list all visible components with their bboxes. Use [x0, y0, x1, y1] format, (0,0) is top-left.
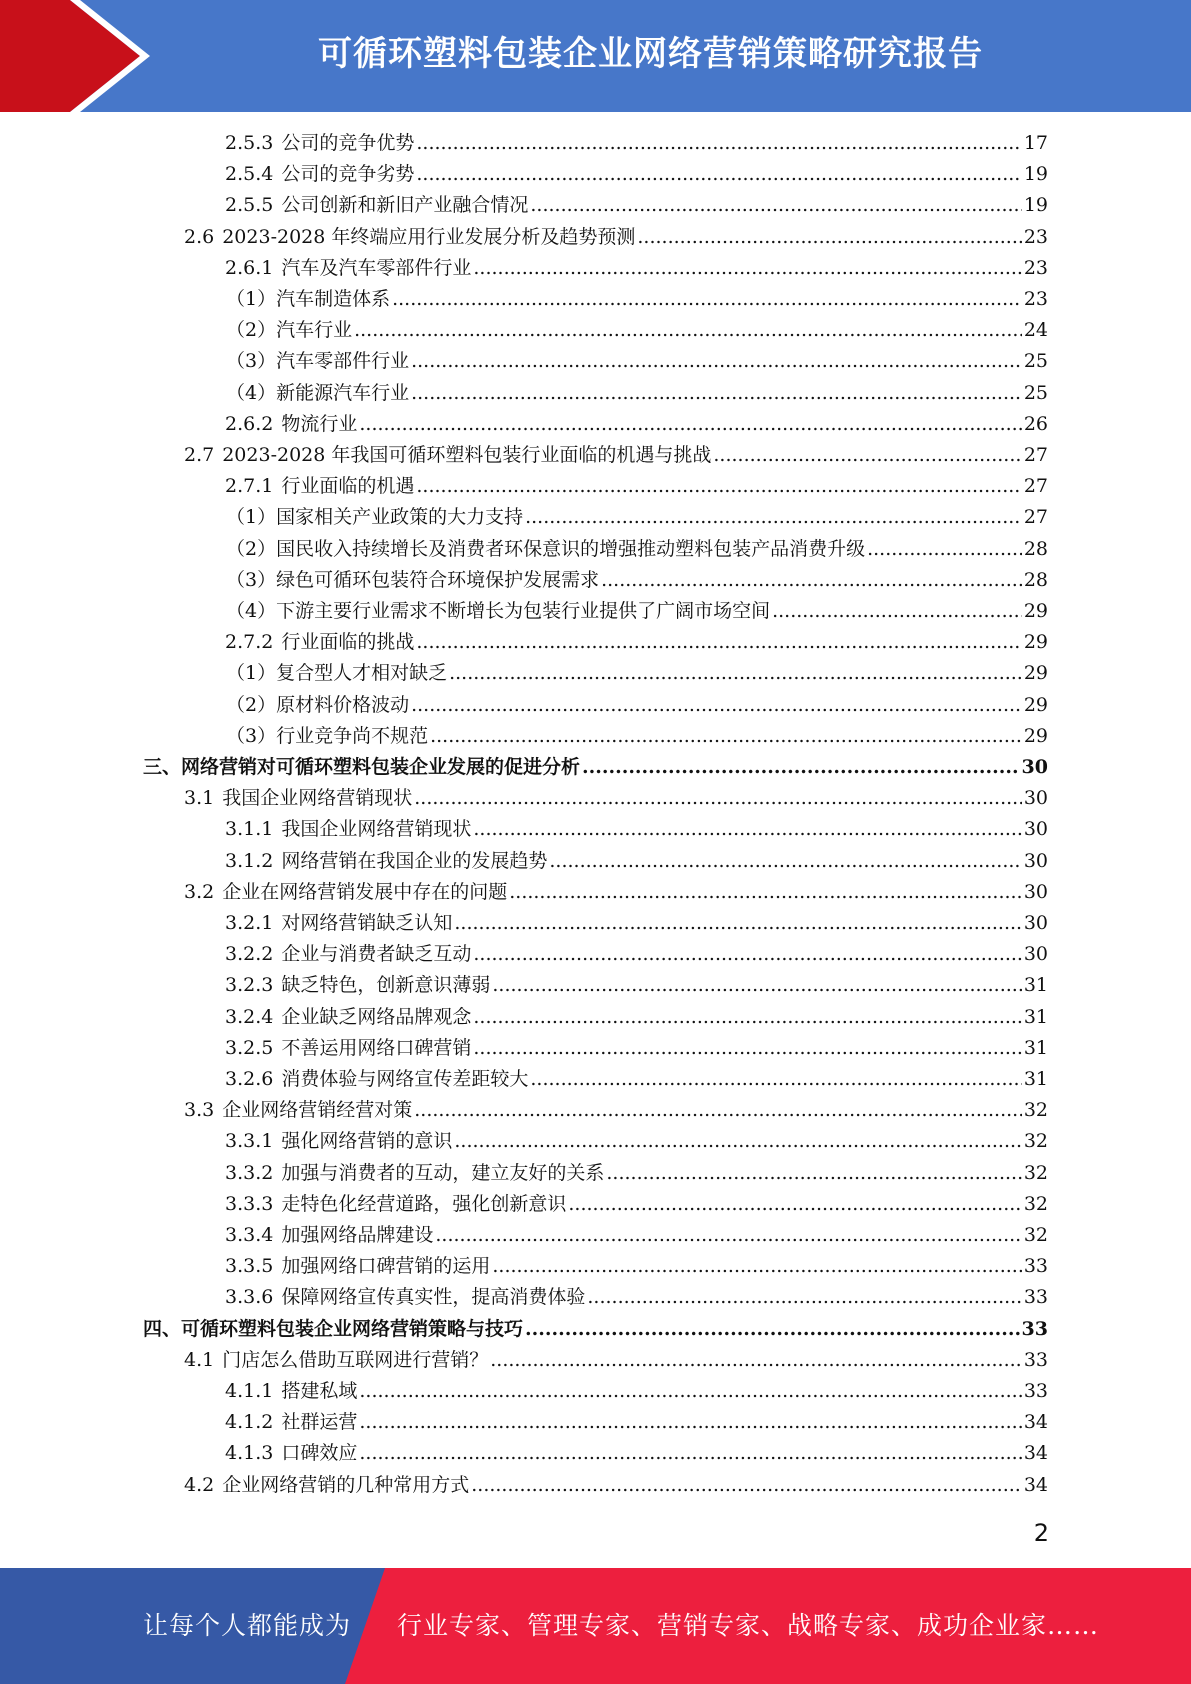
page-number: 2	[1033, 1519, 1049, 1547]
toc-entry-title: （1）国家相关产业政策的大力支持	[226, 506, 524, 528]
toc-leader-dots	[525, 502, 1022, 533]
toc-entry[interactable]	[225, 939, 1048, 970]
toc-entry[interactable]	[226, 378, 1048, 409]
toc-entry-number: 4.1	[184, 1349, 215, 1371]
toc-entry[interactable]	[184, 222, 1048, 253]
toc-entry-page: 32	[1023, 1162, 1048, 1184]
toc-entry-title: 保障网络宣传真实性，提高消费体验	[281, 1286, 586, 1308]
footer-slogan-left: 让每个人都能成为	[143, 1611, 352, 1640]
toc-entry[interactable]	[225, 1033, 1048, 1064]
toc-entry-title: 公司创新和新旧产业融合情况	[281, 194, 529, 216]
toc-entry-number: 3.2.5	[225, 1037, 274, 1059]
toc-entry[interactable]	[225, 1064, 1048, 1095]
toc-entry-title: 企业缺乏网络品牌观念	[281, 1006, 472, 1028]
toc-leader-dots	[411, 378, 1022, 409]
toc-entry-number: 3.2.6	[225, 1068, 274, 1090]
toc-entry-page: 30	[1023, 881, 1048, 903]
toc-entry-number: 3.3.5	[225, 1255, 274, 1277]
toc-entry-number: 3.3.1	[225, 1130, 274, 1152]
toc-entry-number: 3.3.3	[225, 1193, 274, 1215]
toc-entry-page: 31	[1023, 1006, 1048, 1028]
toc-leader-dots	[392, 284, 1022, 315]
toc-leader-dots	[416, 128, 1021, 159]
toc-entry-number: 2.7	[184, 444, 215, 466]
toc-entry-page: 31	[1023, 1068, 1048, 1090]
toc-entry-title: 我国企业网络营销现状	[281, 818, 472, 840]
toc-entry-title: 企业网络营销经营对策	[222, 1099, 413, 1121]
toc-leader-dots	[416, 159, 1021, 190]
toc-entry[interactable]	[225, 159, 1048, 190]
toc-entry-title: （2）原材料价格波动	[226, 694, 410, 716]
toc-entry-number: 3.3.4	[225, 1224, 274, 1246]
toc-entry-number: 3.2.2	[225, 943, 274, 965]
toc-entry[interactable]	[225, 1126, 1048, 1157]
toc-entry-title: 缺乏特色，创新意识薄弱	[281, 974, 491, 996]
toc-entry-title: 四、可循环塑料包装企业网络营销策略与技巧	[143, 1318, 524, 1340]
toc-entry-page: 19	[1023, 194, 1048, 216]
toc-entry-page: 33	[1023, 1255, 1048, 1277]
toc-leader-dots	[490, 1345, 1022, 1376]
toc-entry-number: 2.5.3	[225, 132, 274, 154]
toc-entry-title: 消费体验与网络宣传差距较大	[281, 1068, 529, 1090]
toc-entry[interactable]	[225, 1002, 1048, 1033]
toc-entry-title: （3）绿色可循环包装符合环境保护发展需求	[226, 569, 600, 591]
toc-entry-title: 加强网络口碑营销的运用	[281, 1255, 491, 1277]
toc-entry[interactable]	[226, 534, 1048, 565]
toc-entry-number: 2.6.2	[225, 413, 274, 435]
toc-entry-title: 2023-2028 年我国可循环塑料包装行业面临的机遇与挑战	[222, 444, 712, 466]
toc-entry[interactable]	[226, 315, 1048, 346]
toc-entry-number: 3.1.2	[225, 850, 274, 872]
toc-entry[interactable]	[225, 1282, 1048, 1313]
toc-entry-page: 30	[1023, 787, 1048, 809]
toc-entry[interactable]	[225, 1438, 1048, 1469]
toc-entry-title: 口碑效应	[281, 1442, 358, 1464]
toc-entry-page: 28	[1023, 569, 1048, 591]
toc-entry[interactable]	[225, 908, 1048, 939]
toc-entry-number: 4.1.1	[225, 1380, 274, 1402]
toc-entry[interactable]	[226, 596, 1048, 627]
toc-leader-dots	[414, 783, 1022, 814]
toc-leader-dots	[414, 1095, 1022, 1126]
toc-entry-number: 4.1.2	[225, 1411, 274, 1433]
toc-entry-title: （3）汽车零部件行业	[226, 350, 410, 372]
toc-entry-page: 27	[1023, 475, 1048, 497]
toc-entry-title: （2）汽车行业	[226, 319, 353, 341]
toc-entry-number: 2.7.1	[225, 475, 274, 497]
page-footer	[0, 1568, 1191, 1684]
toc-leader-dots	[454, 1126, 1021, 1157]
toc-entry[interactable]	[225, 627, 1048, 658]
toc-entry-page: 24	[1023, 319, 1048, 341]
toc-entry-page: 27	[1023, 444, 1048, 466]
toc-entry-title: 行业面临的挑战	[281, 631, 415, 653]
toc-entry-page: 29	[1023, 600, 1048, 622]
toc-entry-page: 32	[1023, 1193, 1048, 1215]
toc-entry-number: 3.3	[184, 1099, 215, 1121]
toc-entry-title: （1）复合型人才相对缺乏	[226, 662, 448, 684]
toc-entry[interactable]	[143, 752, 1048, 783]
toc-leader-dots	[416, 627, 1021, 658]
toc-leader-dots	[416, 471, 1021, 502]
toc-entry-page: 32	[1023, 1130, 1048, 1152]
toc-entry-number: 3.2.3	[225, 974, 274, 996]
toc-leader-dots	[772, 596, 1022, 627]
toc-entry[interactable]	[225, 190, 1048, 221]
toc-entry[interactable]	[225, 1251, 1048, 1282]
toc-entry-page: 29	[1023, 694, 1048, 716]
toc-leader-dots	[587, 1282, 1021, 1313]
toc-entry-page: 33	[1023, 1286, 1048, 1308]
toc-entry-title: 门店怎么借助互联网进行营销？	[222, 1349, 489, 1371]
toc-entry-title: 加强与消费者的互动，建立友好的关系	[281, 1162, 605, 1184]
toc-entry-page: 17	[1023, 132, 1048, 154]
toc-entry[interactable]	[225, 1189, 1048, 1220]
toc-entry-number: 4.2	[184, 1474, 215, 1496]
footer-slogan-right: 行业专家、管理专家、营销专家、战略专家、成功企业家……	[397, 1611, 1100, 1640]
toc-entry-number: 4.1.3	[225, 1442, 274, 1464]
toc-entry-title: 公司的竞争劣势	[281, 163, 415, 185]
toc-entry[interactable]	[226, 284, 1048, 315]
toc-entry-number: 3.1	[184, 787, 215, 809]
header-red-arrow	[0, 0, 140, 112]
toc-leader-dots	[713, 440, 1021, 471]
toc-entry-title: 2023-2028 年终端应用行业发展分析及趋势预测	[222, 226, 636, 248]
toc-leader-dots	[530, 1064, 1021, 1095]
toc-entry-title: 物流行业	[281, 413, 358, 435]
toc-leader-dots	[530, 190, 1021, 221]
toc-entry[interactable]	[225, 1158, 1048, 1189]
toc-entry[interactable]	[225, 1220, 1048, 1251]
toc-entry-page: 34	[1023, 1474, 1048, 1496]
toc-entry-page: 28	[1023, 538, 1048, 560]
toc-entry-page: 30	[1023, 943, 1048, 965]
toc-leader-dots	[637, 222, 1021, 253]
toc-entry-number: 2.5.4	[225, 163, 274, 185]
toc-entry[interactable]	[184, 1470, 1048, 1501]
toc-entry-number: 3.3.6	[225, 1286, 274, 1308]
toc-entry-page: 31	[1023, 974, 1048, 996]
toc-entry-number: 2.6.1	[225, 257, 274, 279]
toc-leader-dots	[492, 1251, 1021, 1282]
toc-entry-page: 30	[1021, 756, 1048, 778]
toc-entry-title: 三、网络营销对可循环塑料包装企业发展的促进分析	[143, 756, 581, 778]
toc-leader-dots	[549, 846, 1021, 877]
report-title: 可循环塑料包装企业网络营销策略研究报告	[318, 34, 983, 74]
toc-entry-page: 33	[1023, 1349, 1048, 1371]
toc-leader-dots	[435, 1220, 1021, 1251]
toc-leader-dots	[473, 939, 1021, 970]
toc-entry[interactable]	[225, 1376, 1048, 1407]
toc-entry-page: 31	[1023, 1037, 1048, 1059]
toc-entry[interactable]	[226, 690, 1048, 721]
toc-entry-page: 29	[1023, 662, 1048, 684]
toc-entry[interactable]	[184, 1345, 1048, 1376]
toc-leader-dots	[601, 565, 1022, 596]
toc-entry[interactable]	[225, 970, 1048, 1001]
toc-leader-dots	[473, 253, 1021, 284]
toc-entry-page: 30	[1023, 850, 1048, 872]
toc-entry-page: 34	[1023, 1442, 1048, 1464]
toc-entry-number: 3.1.1	[225, 818, 274, 840]
toc-entry-number: 2.6	[184, 226, 215, 248]
toc-entry-title: 不善运用网络口碑营销	[281, 1037, 472, 1059]
toc-entry[interactable]	[225, 409, 1048, 440]
toc-entry-title: 行业面临的机遇	[281, 475, 415, 497]
toc-entry-page: 23	[1023, 288, 1048, 310]
toc-entry-number: 3.2.4	[225, 1006, 274, 1028]
toc-entry[interactable]	[184, 877, 1048, 908]
toc-entry-page: 25	[1023, 350, 1048, 372]
toc-entry-number: 2.5.5	[225, 194, 274, 216]
toc-entry[interactable]	[225, 846, 1048, 877]
toc-entry[interactable]	[184, 783, 1048, 814]
toc-leader-dots	[471, 1470, 1022, 1501]
toc-entry-page: 26	[1023, 413, 1048, 435]
toc-entry-number: 3.2	[184, 881, 215, 903]
toc-leader-dots	[449, 658, 1022, 689]
toc-entry-title: 企业在网络营销发展中存在的问题	[222, 881, 508, 903]
toc-entry[interactable]	[225, 128, 1048, 159]
toc-entry-title: （4）新能源汽车行业	[226, 382, 410, 404]
toc-leader-dots	[359, 1376, 1021, 1407]
toc-leader-dots	[867, 534, 1022, 565]
toc-entry-page: 33	[1021, 1318, 1048, 1340]
toc-leader-dots	[473, 814, 1021, 845]
toc-entry[interactable]	[226, 346, 1048, 377]
page-header	[0, 0, 1191, 112]
toc-entry[interactable]	[225, 1407, 1048, 1438]
toc-entry[interactable]	[225, 814, 1048, 845]
toc-entry-title: （3）行业竞争尚不规范	[226, 725, 429, 747]
toc-entry-page: 25	[1023, 382, 1048, 404]
toc-entry[interactable]	[184, 440, 1048, 471]
toc-entry[interactable]	[225, 253, 1048, 284]
toc-entry-title: 加强网络品牌建设	[281, 1224, 434, 1246]
toc-entry-page: 30	[1023, 818, 1048, 840]
toc-entry[interactable]	[143, 1314, 1048, 1345]
toc-entry-number: 2.7.2	[225, 631, 274, 653]
toc-entry-title: （1）汽车制造体系	[226, 288, 391, 310]
toc-entry-page: 30	[1023, 912, 1048, 934]
toc-leader-dots	[606, 1158, 1021, 1189]
toc-leader-dots	[473, 1002, 1021, 1033]
toc-entry-title: 走特色化经营道路，强化创新意识	[281, 1193, 567, 1215]
toc-entry-title: 企业与消费者缺乏互动	[281, 943, 472, 965]
toc-entry-page: 34	[1023, 1411, 1048, 1433]
toc-leader-dots	[525, 1314, 1020, 1345]
toc-entry-title: 汽车及汽车零部件行业	[281, 257, 472, 279]
toc-entry[interactable]	[226, 502, 1048, 533]
toc-entry-page: 32	[1023, 1099, 1048, 1121]
toc-leader-dots	[509, 877, 1022, 908]
toc-leader-dots	[411, 690, 1022, 721]
toc-entry-title: 公司的竞争优势	[281, 132, 415, 154]
toc-leader-dots	[411, 346, 1022, 377]
toc-entry-title: 我国企业网络营销现状	[222, 787, 413, 809]
toc-entry-page: 32	[1023, 1224, 1048, 1246]
toc-entry-page: 29	[1023, 631, 1048, 653]
toc-entry-title: 企业网络营销的几种常用方式	[222, 1474, 470, 1496]
toc-entry-page: 33	[1023, 1380, 1048, 1402]
toc-entry-title: 网络营销在我国企业的发展趋势	[281, 850, 548, 872]
toc-entry-title: 搭建私域	[281, 1380, 358, 1402]
toc-entry-page: 27	[1023, 506, 1048, 528]
toc-entry[interactable]	[184, 1095, 1048, 1126]
toc-entry-title: 强化网络营销的意识	[281, 1130, 453, 1152]
toc-leader-dots	[454, 908, 1021, 939]
toc-leader-dots	[430, 721, 1022, 752]
toc-entry-title: （2）国民收入持续增长及消费者环保意识的增强推动塑料包装产品消费升级	[226, 538, 866, 560]
toc-entry-page: 23	[1023, 257, 1048, 279]
toc-leader-dots	[359, 1438, 1021, 1469]
toc-entry[interactable]	[226, 721, 1048, 752]
toc-leader-dots	[359, 409, 1021, 440]
toc-entry[interactable]	[226, 565, 1048, 596]
toc-leader-dots	[359, 1407, 1021, 1438]
toc-entry[interactable]	[226, 658, 1048, 689]
toc-entry[interactable]	[225, 471, 1048, 502]
toc-leader-dots	[492, 970, 1021, 1001]
toc-entry-page: 19	[1023, 163, 1048, 185]
toc-leader-dots	[473, 1033, 1021, 1064]
toc-entry-title: （4）下游主要行业需求不断增长为包装行业提供了广阔市场空间	[226, 600, 771, 622]
toc-entry-number: 3.3.2	[225, 1162, 274, 1184]
toc-entry-title: 对网络营销缺乏认知	[281, 912, 453, 934]
toc-entry-page: 23	[1023, 226, 1048, 248]
toc-leader-dots	[582, 752, 1020, 783]
toc-entry-number: 3.2.1	[225, 912, 274, 934]
toc-leader-dots	[354, 315, 1022, 346]
toc-leader-dots	[568, 1189, 1021, 1220]
toc-entry-title: 社群运营	[281, 1411, 358, 1433]
toc-entry-page: 29	[1023, 725, 1048, 747]
